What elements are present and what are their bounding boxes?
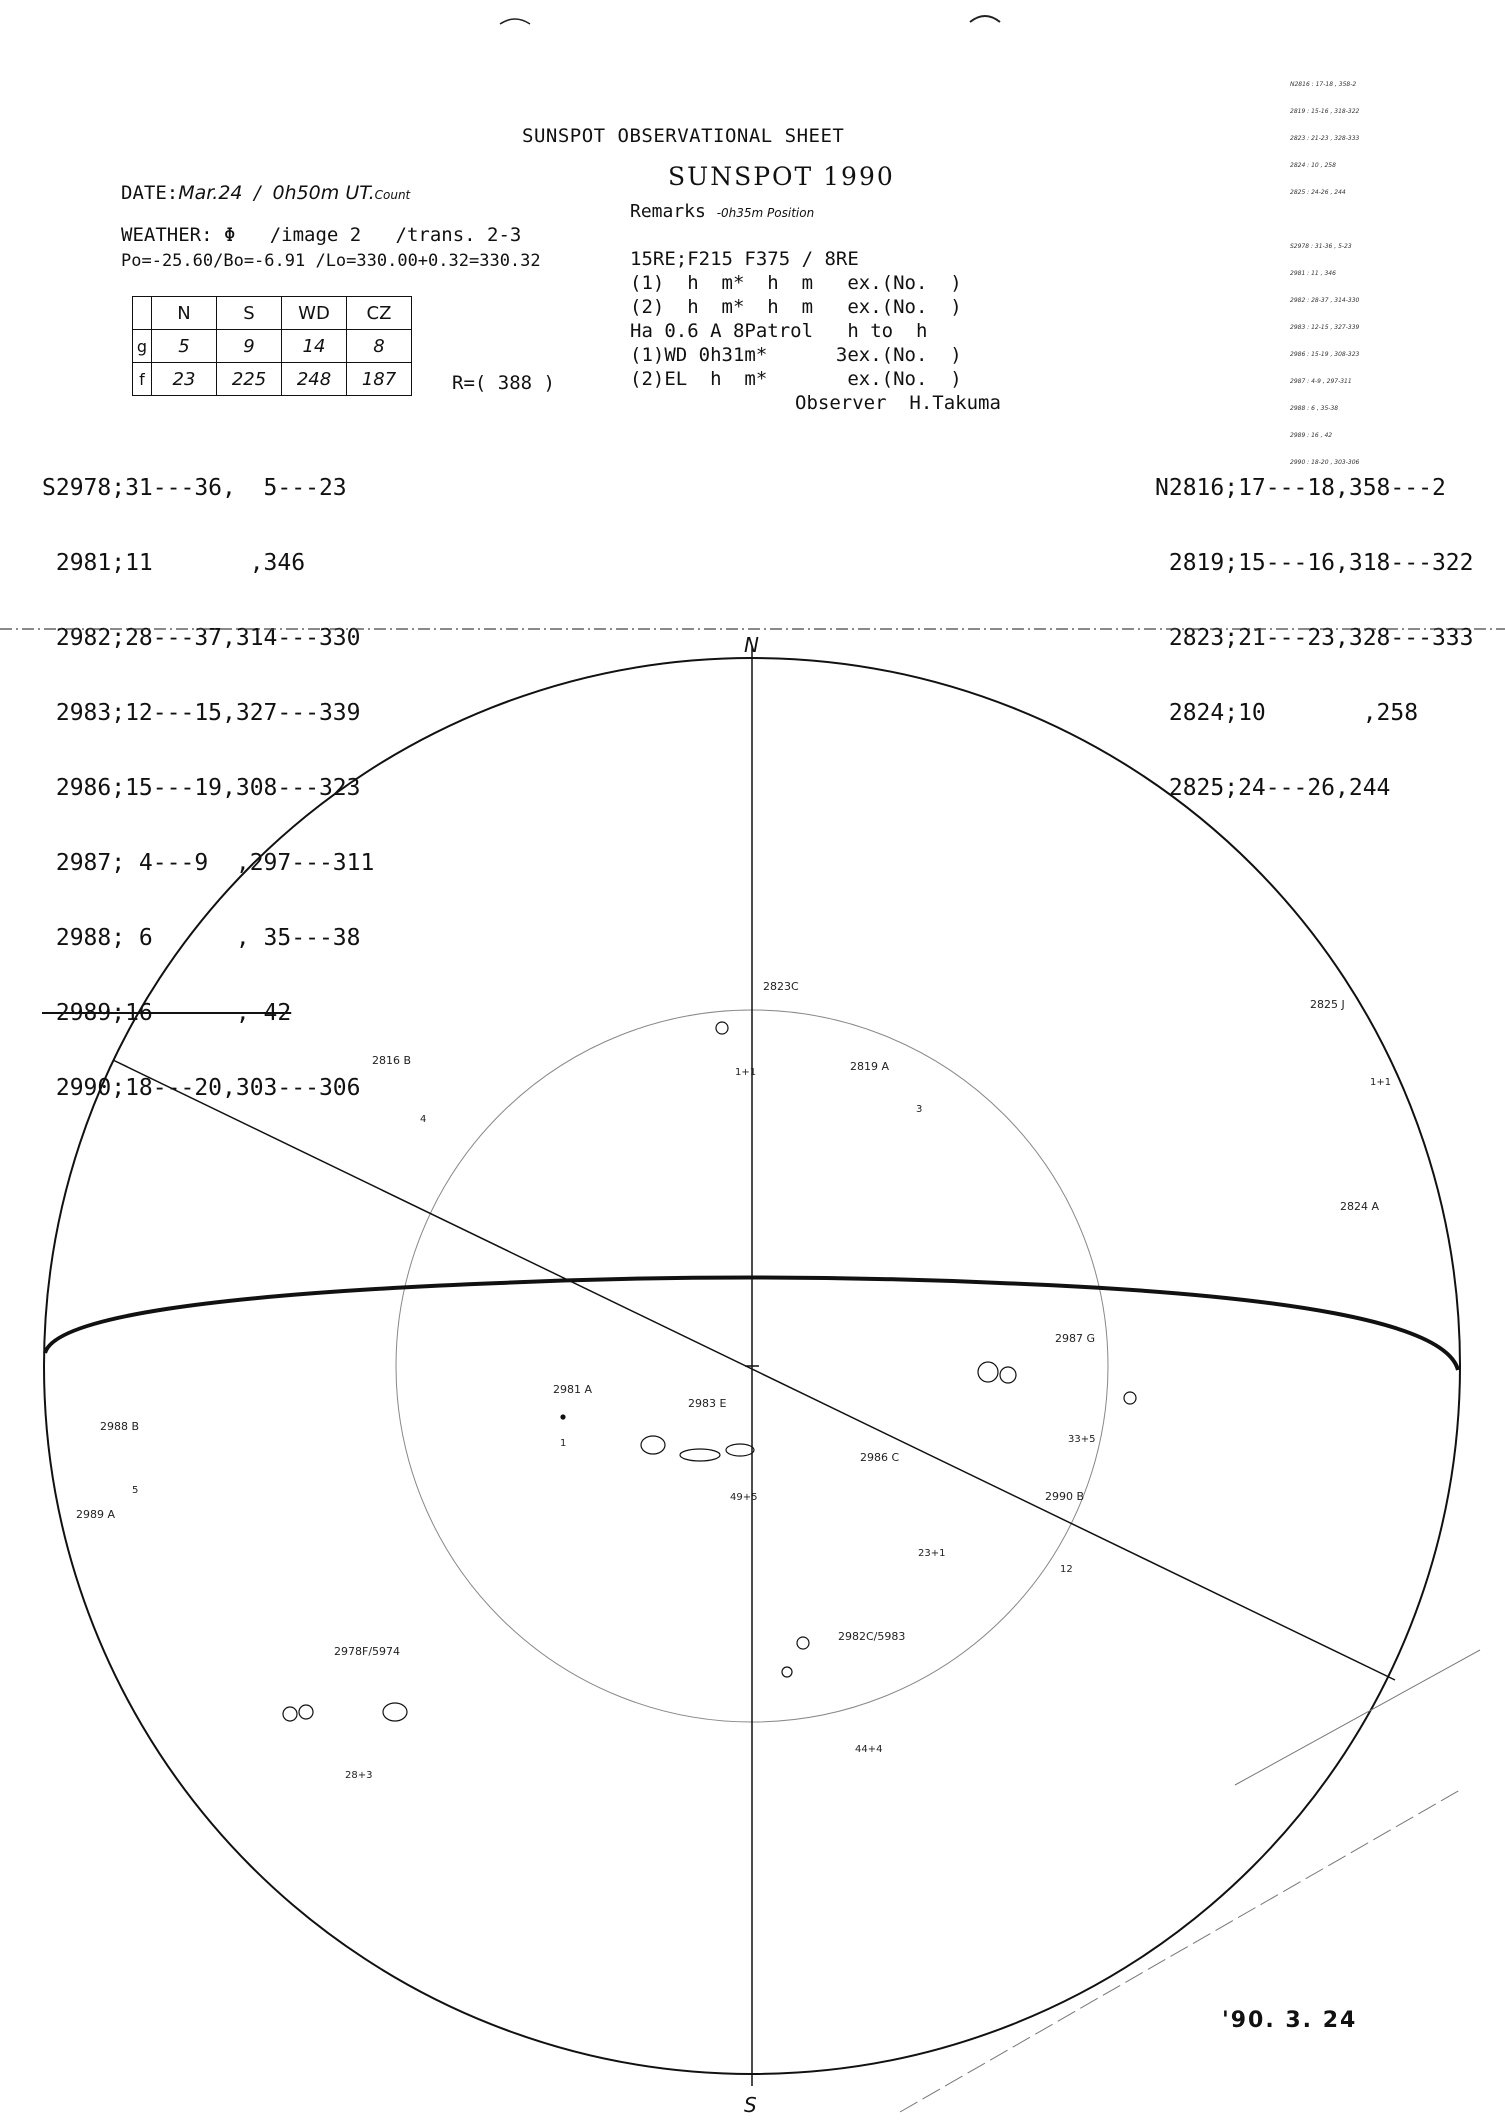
corner-note-line: 2982 : 28-37 , 314-330 [1290,297,1360,304]
list-item: N2816;17---18,358---2 [1155,475,1446,501]
list-item: 2823;21---23,328---333 [1155,625,1474,651]
date-value: Mar.24 [178,182,243,204]
region-count-2816b: 4 [420,1114,427,1125]
date-label: DATE: [121,182,179,204]
f-cz-value: 187 [347,363,412,396]
sunspot-2982c-a [797,1637,809,1649]
header-cz: CZ [347,297,412,330]
sunspot-2987g-follower [1000,1367,1016,1383]
p-angle-line [113,1060,1395,1680]
sunspot-2823c [716,1022,728,1034]
row-label-g: g [133,330,152,363]
g-n-value: 5 [152,330,217,363]
region-label-2981a: 2981 A [553,1383,593,1396]
region-label-2824a: 2824 A [1340,1200,1380,1213]
stray-line-1 [900,1790,1460,2112]
region-label-2987g: 2987 G [1055,1332,1096,1345]
region-count-2823c: 1+1 [735,1067,757,1078]
stray-line-2 [1235,1650,1480,1785]
corner-note-line: S2978 : 31-36 , 5-23 [1290,243,1352,250]
region-count-2982c: 44+4 [855,1744,883,1755]
region-label-2988b: 2988 B [100,1420,140,1433]
region-count-2825j: 1+1 [1370,1077,1392,1088]
region-label-2819a: 2819 A [850,1060,890,1073]
list-item: 2983;12---15,327---339 [42,700,361,726]
corner-note-line: 2990 : 18-20 , 303-306 [1290,459,1360,466]
g-cz-value: 8 [347,330,412,363]
observer-line: Observer H.Takuma [795,392,1001,414]
north-mark: N [744,633,759,657]
list-item: 2819;15---16,318---322 [1155,550,1474,576]
region-count-2987g: 33+5 [1068,1434,1096,1445]
f-wd-value: 248 [282,363,347,396]
time-value: / 0h50m UT. [253,182,375,204]
sunspot-2988 [1124,1392,1136,1404]
list-item: 2981;11 ,346 [42,550,306,576]
corner-note-line: 2819 : 15-16 , 318-322 [1290,108,1360,115]
south-mark: S [744,2093,757,2117]
corner-note-line: 2825 : 24-26 , 244 [1290,189,1346,196]
params-line: Po=-25.60/Bo=-6.91 /Lo=330.00+0.32=330.32 [121,251,541,271]
region-count-2819a: 3 [916,1104,923,1115]
remarks-line-3: (2) h m* h m ex.(No. ) [630,296,962,318]
region-label-2989a: 2989 A [76,1508,116,1521]
remarks-line-2: (1) h m* h m ex.(No. ) [630,272,962,294]
g-wd-value: 14 [282,330,347,363]
sunspot-2982c-b [782,1667,792,1677]
remarks-label: Remarks [630,201,706,222]
remarks-line-1: 15RE;F215 F375 / 8RE [630,248,859,270]
corner-note-line: 2989 : 16 , 42 [1290,432,1333,439]
list-item: 2987; 4---9 ,297---311 [42,850,375,876]
weather-line: WEATHER: Φ /image 2 /trans. 2-3 [121,224,522,246]
corner-note-line: N2816 : 17-18 , 358-2 [1290,81,1357,88]
region-label-2978f: 2978F/5974 [334,1645,401,1658]
list-item: 2990;18---20,303---306 [42,1075,361,1101]
region-count-2978f: 28+3 [345,1770,373,1781]
corner-note-line: 2983 : 12-15 , 327-339 [1290,324,1360,331]
corner-note-line: 2824 : 10 , 258 [1290,162,1336,169]
sunspot-2983e-leader [641,1436,665,1454]
list-item: 2986;15---19,308---323 [42,775,361,801]
remarks-line-6: (2)EL h m* ex.(No. ) [630,368,962,390]
list-item: 2982;28---37,314---330 [42,625,361,651]
region-label-2816b: 2816 B [372,1054,412,1067]
list-item: 2989;16 , 42 [42,1000,292,1026]
sheet-title: SUNSPOT OBSERVATIONAL SHEET [522,125,845,147]
region-label-2983e: 2983 E [688,1397,727,1410]
punch-mark-left [500,19,530,24]
header-s: S [217,297,282,330]
region-label-2982c: 2982C/5983 [838,1630,906,1643]
sunspot-2978f-b [299,1705,313,1719]
corner-note-line: 2986 : 15-19 , 308-323 [1290,351,1360,358]
date-stamp: '90. 3. 24 [1222,2008,1358,2033]
list-item: 2988; 6 , 35---38 [42,925,361,951]
region-label-2990b: 2990 B [1045,1490,1085,1503]
punch-mark-right [970,16,1000,22]
sunspot-2978f-a [283,1707,297,1721]
row-label-f: f [133,363,152,396]
region-count-2988b: 5 [132,1485,139,1496]
r-value: R=( 388 ) [452,372,555,394]
region-label-2823c: 2823C [763,980,799,993]
sunspot-2978f-c [383,1703,407,1721]
region-count-2981a: 1 [560,1438,567,1449]
g-s-value: 9 [217,330,282,363]
corner-note-line: 2823 : 21-23 , 328-333 [1290,135,1360,142]
count-note: Count [374,188,411,202]
sunspot-2987g-leader [978,1362,998,1382]
sunspot-2981a [561,1415,565,1419]
region-label-2986c: 2986 C [860,1451,900,1464]
remarks-note: -0h35m Position [716,206,815,220]
header-wd: WD [282,297,347,330]
sheet-subtitle: SUNSPOT 1990 [668,162,895,191]
list-item: S2978;31---36, 5---23 [42,475,347,501]
f-n-value: 23 [152,363,217,396]
sunspot-2983e-follower [726,1444,754,1456]
list-item: 2824;10 ,258 [1155,700,1419,726]
region-count-2986c: 23+1 [918,1548,946,1559]
sunspot-sketches [283,1022,1136,1721]
header-n: N [152,297,217,330]
sunspot-2983e-mid [680,1449,720,1461]
corner-note-line: 2981 : 11 , 346 [1290,270,1336,277]
remarks-line-4: Ha 0.6 A 8Patrol h to h [630,320,928,342]
corner-note-line: 2987 : 4-9 , 297-311 [1290,378,1352,385]
region-label-2825j: 2825 J [1310,998,1345,1011]
f-s-value: 225 [217,363,282,396]
region-count-2990b: 12 [1060,1564,1073,1575]
remarks-line-5: (1)WD 0h31m* 3ex.(No. ) [630,344,962,366]
corner-note-line: 2988 : 6 , 35-38 [1290,405,1339,412]
region-count-2983e: 49+5 [730,1492,758,1503]
list-item: 2825;24---26,244 [1155,775,1391,801]
